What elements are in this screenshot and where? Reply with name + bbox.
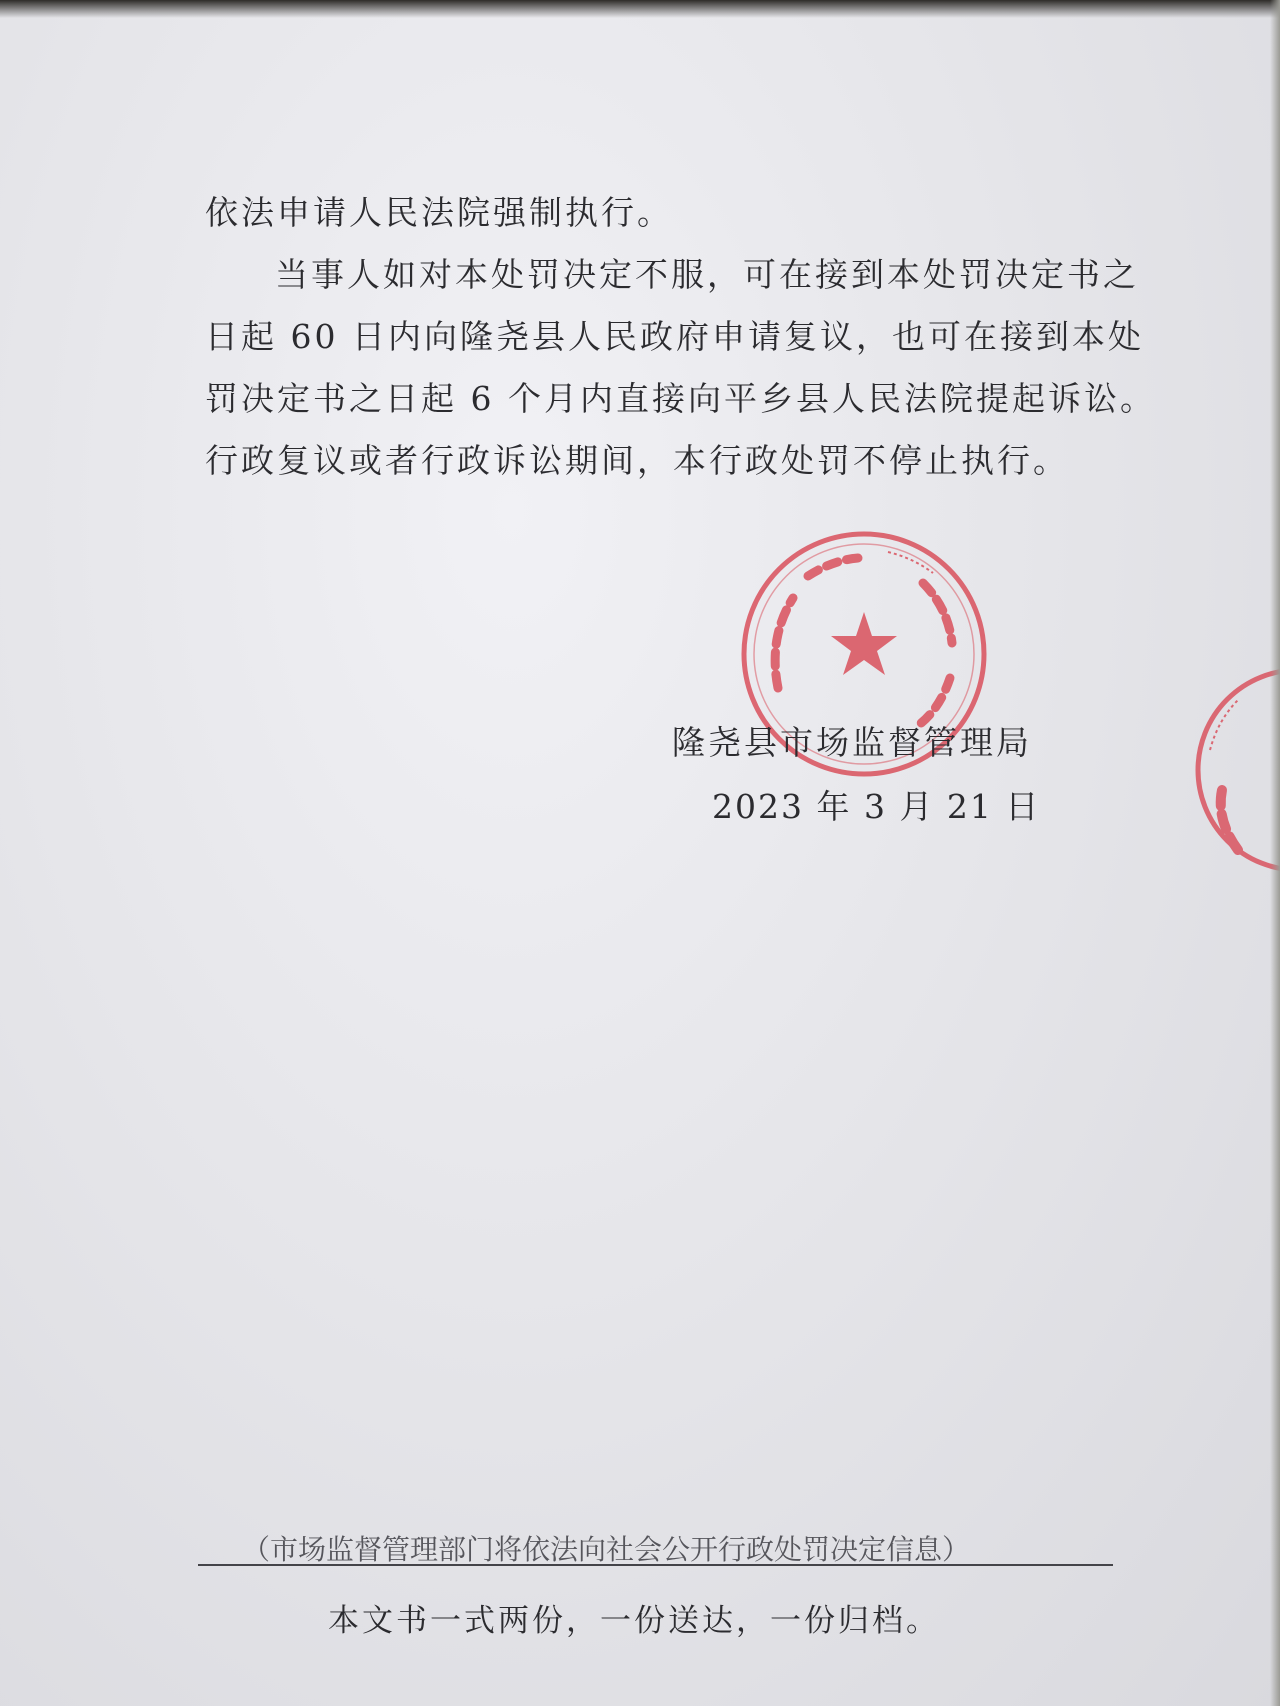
copies-note: 本文书一式两份，一份送达，一份归档。 (328, 1603, 940, 1639)
body-line-2: 当事人如对本处罚决定不服，可在接到本处罚决定书之 (275, 255, 1139, 294)
decision-body-text (205, 182, 1156, 492)
footer-divider (198, 1564, 1113, 1566)
public-disclosure-notice: （市场监督管理部门将依法向社会公开行政处罚决定信息） (242, 1533, 971, 1566)
body-line-3: 日起 60 日内向隆尧县人民政府申请复议，也可在接到本处 (205, 317, 1144, 356)
issue-date: 2023 年 3 月 21 日 (712, 787, 1041, 826)
partial-seal-icon (1188, 660, 1280, 890)
issuing-organization: 隆尧县市场监督管理局 (672, 723, 1032, 762)
body-line-5: 行政复议或者行政诉讼期间，本行政处罚不停止执行。 (205, 441, 1069, 480)
body-line-1: 依法申请人民法院强制执行。 (205, 193, 673, 232)
body-line-4: 罚决定书之日起 6 个月内直接向平乡县人民法院提起诉讼。 (205, 379, 1156, 418)
